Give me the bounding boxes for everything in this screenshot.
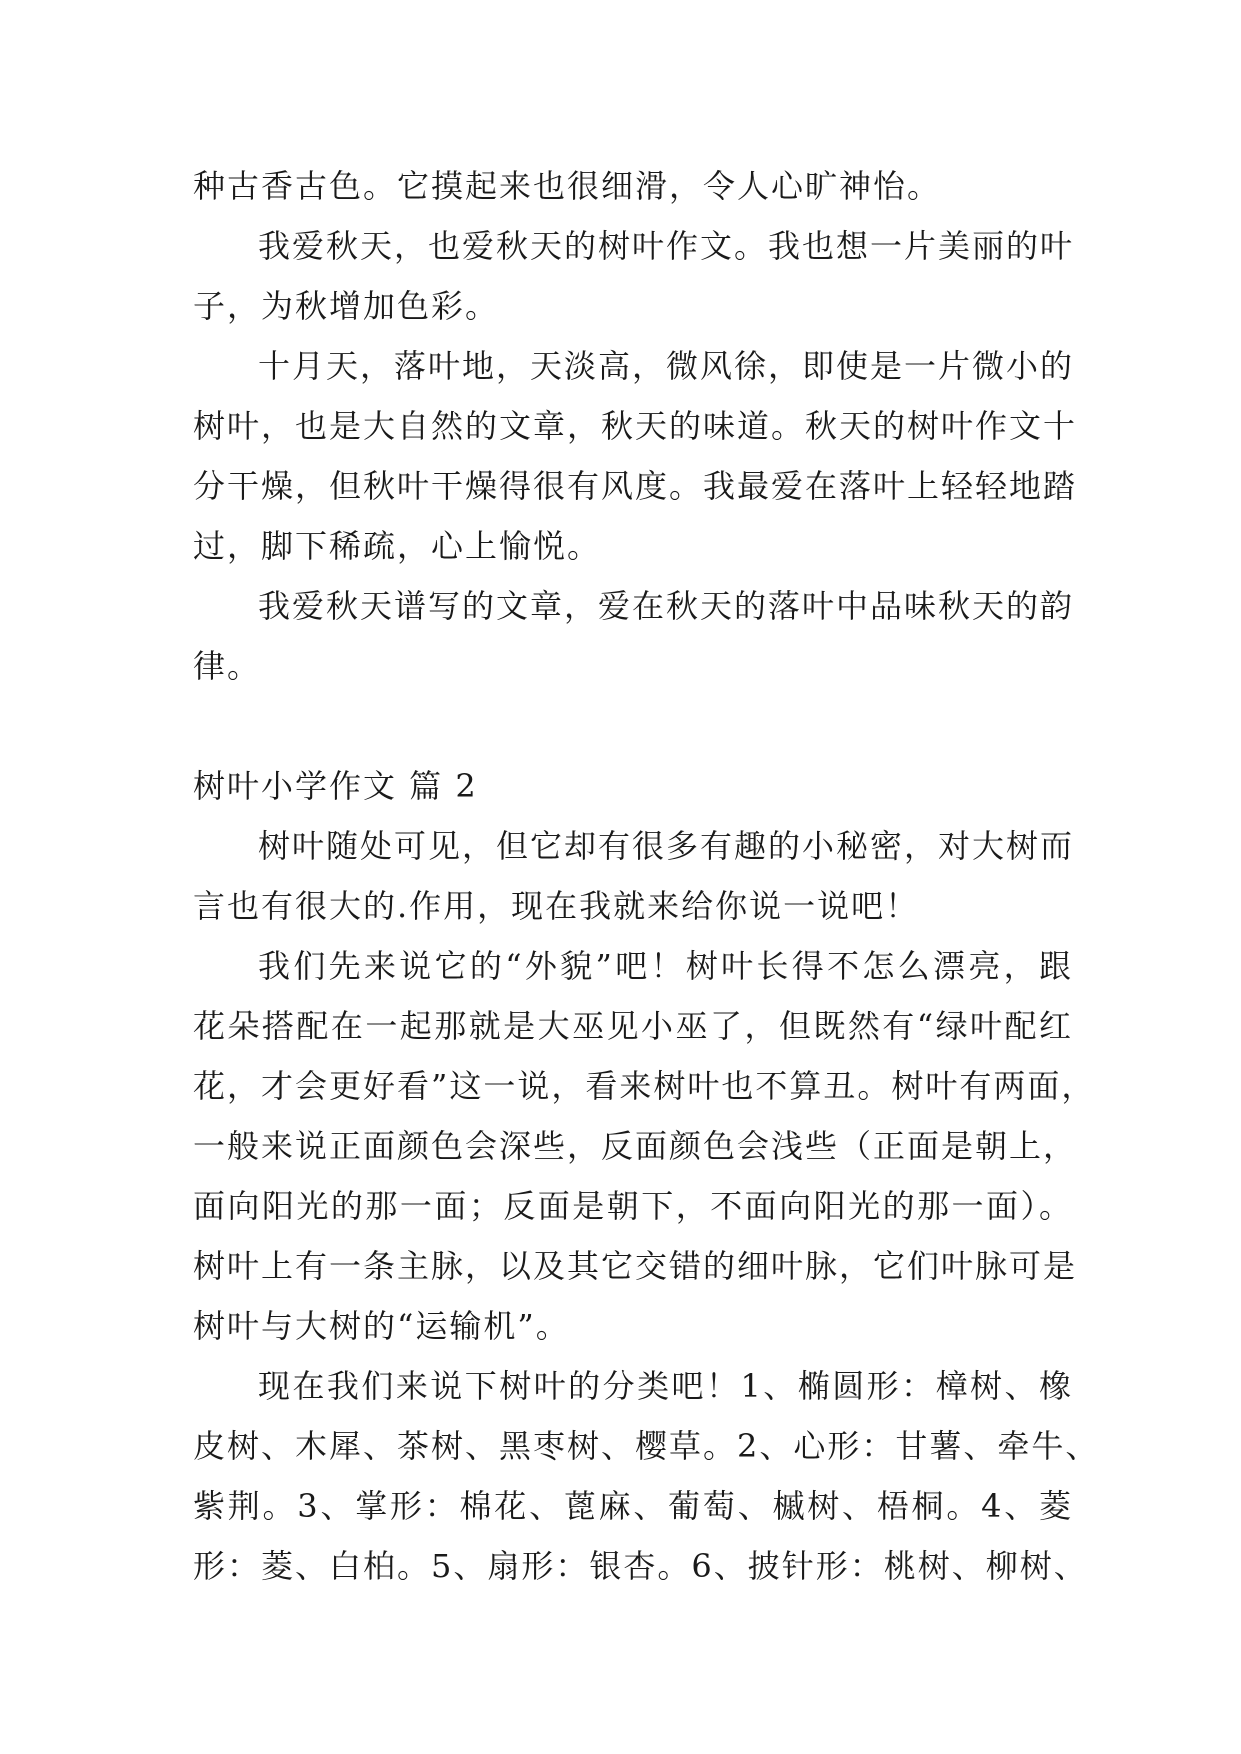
paragraph-line: 树叶随处可见，但它却有很多有趣的小秘密，对大树而 xyxy=(258,827,1075,865)
paragraph-line: 种古香古色。它摸起来也很细滑，令人心旷神怡。 xyxy=(193,167,942,205)
paragraph-line: 过，脚下稀疏，心上愉悦。 xyxy=(193,527,602,565)
paragraph-line: 皮树、木犀、茶树、黑枣树、樱草。2、心形：甘薯、牵牛、 xyxy=(193,1427,1100,1465)
paragraph-line: 现在我们来说下树叶的分类吧！1、椭圆形：樟树、橡 xyxy=(258,1367,1073,1405)
paragraph-line: 言也有很大的.作用，现在我就来给你说一说吧！ xyxy=(193,887,920,925)
paragraph-line: 花朵搭配在一起那就是大巫见小巫了，但既然有“绿叶配红 xyxy=(193,1007,1073,1045)
paragraph-line: 形：菱、白柏。5、扇形：银杏。6、披针形：桃树、柳树、 xyxy=(193,1547,1088,1585)
paragraph-line: 紫荆。3、掌形：棉花、蓖麻、葡萄、槭树、梧桐。4、菱 xyxy=(193,1487,1073,1525)
paragraph-line: 面向阳光的那一面；反面是朝下，不面向阳光的那一面）。 xyxy=(193,1187,1073,1225)
paragraph-line: 我们先来说它的“外貌”吧！树叶长得不怎么漂亮，跟 xyxy=(258,947,1073,985)
paragraph-line: 树叶上有一条主脉，以及其它交错的细叶脉，它们叶脉可是 xyxy=(193,1247,1078,1285)
section-heading: 树叶小学作文 篇 2 xyxy=(193,767,478,805)
paragraph-line: 树叶，也是大自然的文章，秋天的味道。秋天的树叶作文十 xyxy=(193,407,1078,445)
paragraph-line: 我爱秋天谱写的文章，爱在秋天的落叶中品味秋天的韵 xyxy=(258,587,1075,625)
paragraph-line: 子，为秋增加色彩。 xyxy=(193,287,500,325)
paragraph-line: 一般来说正面颜色会深些，反面颜色会浅些（正面是朝上， xyxy=(193,1127,1078,1165)
paragraph-line: 树叶与大树的“运输机”。 xyxy=(193,1307,570,1345)
paragraph-line: 花，才会更好看”这一说，看来树叶也不算丑。树叶有两面， xyxy=(193,1067,1096,1105)
paragraph-line: 律。 xyxy=(193,647,262,685)
paragraph-line: 我爱秋天，也爱秋天的树叶作文。我也想一片美丽的叶 xyxy=(258,227,1075,265)
paragraph-line: 十月天，落叶地，天淡高，微风徐，即使是一片微小的 xyxy=(258,347,1075,385)
paragraph-line: 分干燥，但秋叶干燥得很有风度。我最爱在落叶上轻轻地踏 xyxy=(193,467,1078,505)
